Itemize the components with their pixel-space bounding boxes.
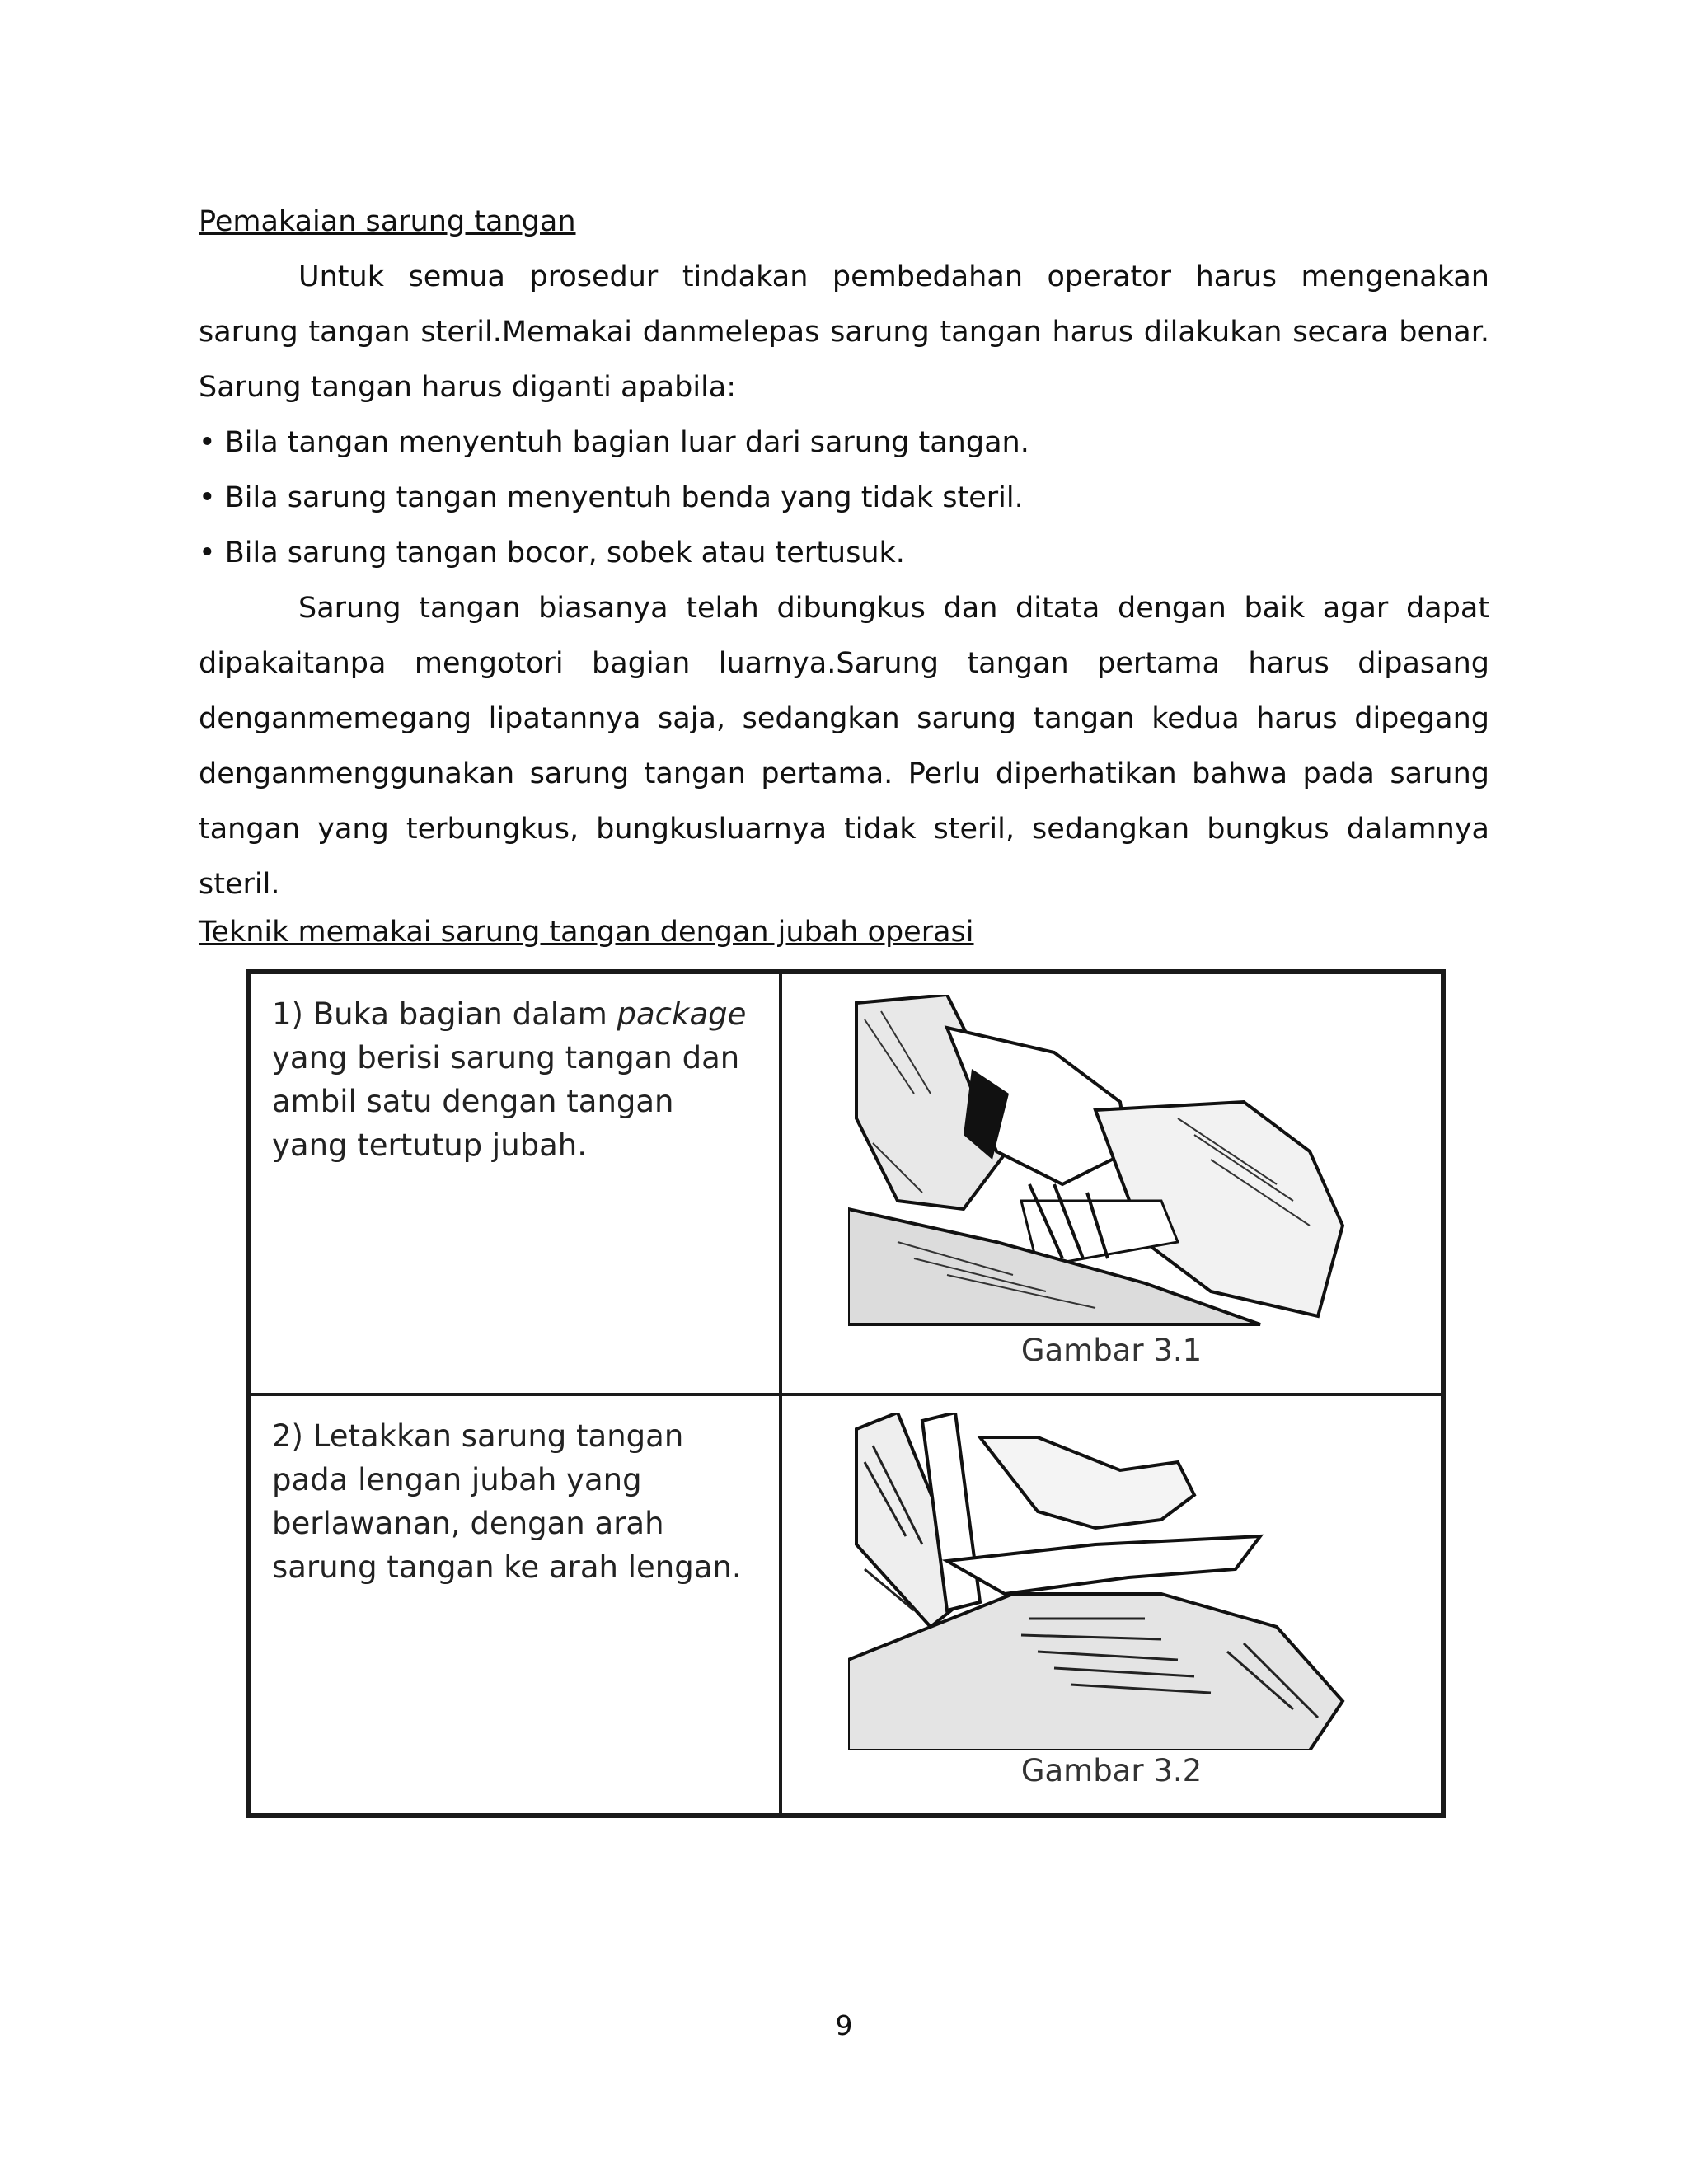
steps-table xyxy=(246,969,1446,1818)
step-image-cell xyxy=(781,1394,1442,1815)
hand-taking-glove-illustration xyxy=(848,995,1359,1333)
section-glove-usage xyxy=(199,194,1489,912)
step-instruction: 1) Buka bagian dalam package yang berisi sarung tangan dan ambil satu dengan tangan yang tertutup jubah. xyxy=(272,996,747,1163)
step-text-cell xyxy=(249,972,781,1394)
step-text-cell xyxy=(249,1394,781,1815)
step-instruction: 2) Letakkan sarung tangan pada lengan jubah yang berlawanan, dengan arah sarung tangan ke arah lengan. xyxy=(272,1418,742,1585)
bullet-item: • Bila tangan menyentuh bagian luar dari sarung tangan. xyxy=(199,426,1029,459)
figure-caption: Gambar 3.1 xyxy=(1020,1333,1203,1368)
paragraph: Untuk semua prosedur tindakan pembedahan operator harus mengenakan sarung tangan steril.Memakai danmelepas sarung tangan harus dilakukan secara benar. Sarung tangan harus diganti apabila: xyxy=(199,260,1489,404)
step-image-cell xyxy=(781,972,1442,1394)
bullet-item: • Bila sarung tangan bocor, sobek atau tertusuk. xyxy=(199,537,905,569)
figure-caption: Gambar 3.2 xyxy=(1020,1753,1203,1788)
glove-on-sleeve-illustration xyxy=(848,1413,1359,1750)
bullet-item: • Bila sarung tangan menyentuh benda yang tidak steril. xyxy=(199,481,1024,514)
section-heading: Pemakaian sarung tangan xyxy=(199,205,576,238)
paragraph: Sarung tangan biasanya telah dibungkus dan ditata dengan baik agar dapat dipakaitanpa mengotori bagian luarnya.Sarung tangan pertama harus dipasang denganmemegang lipatannya saja, sedangkan sarung tangan kedua harus dipegang denganmenggunakan sarung tangan pertama. Perlu diperhatikan bahwa pada sarung tangan yang terbungkus, bungkusluarnya tidak steril, sedangkan bungkus dalamnya steril. xyxy=(199,592,1489,901)
section-heading: Teknik memakai sarung tangan dengan jubah operasi xyxy=(199,916,974,949)
page-number: 9 xyxy=(835,2009,853,2041)
